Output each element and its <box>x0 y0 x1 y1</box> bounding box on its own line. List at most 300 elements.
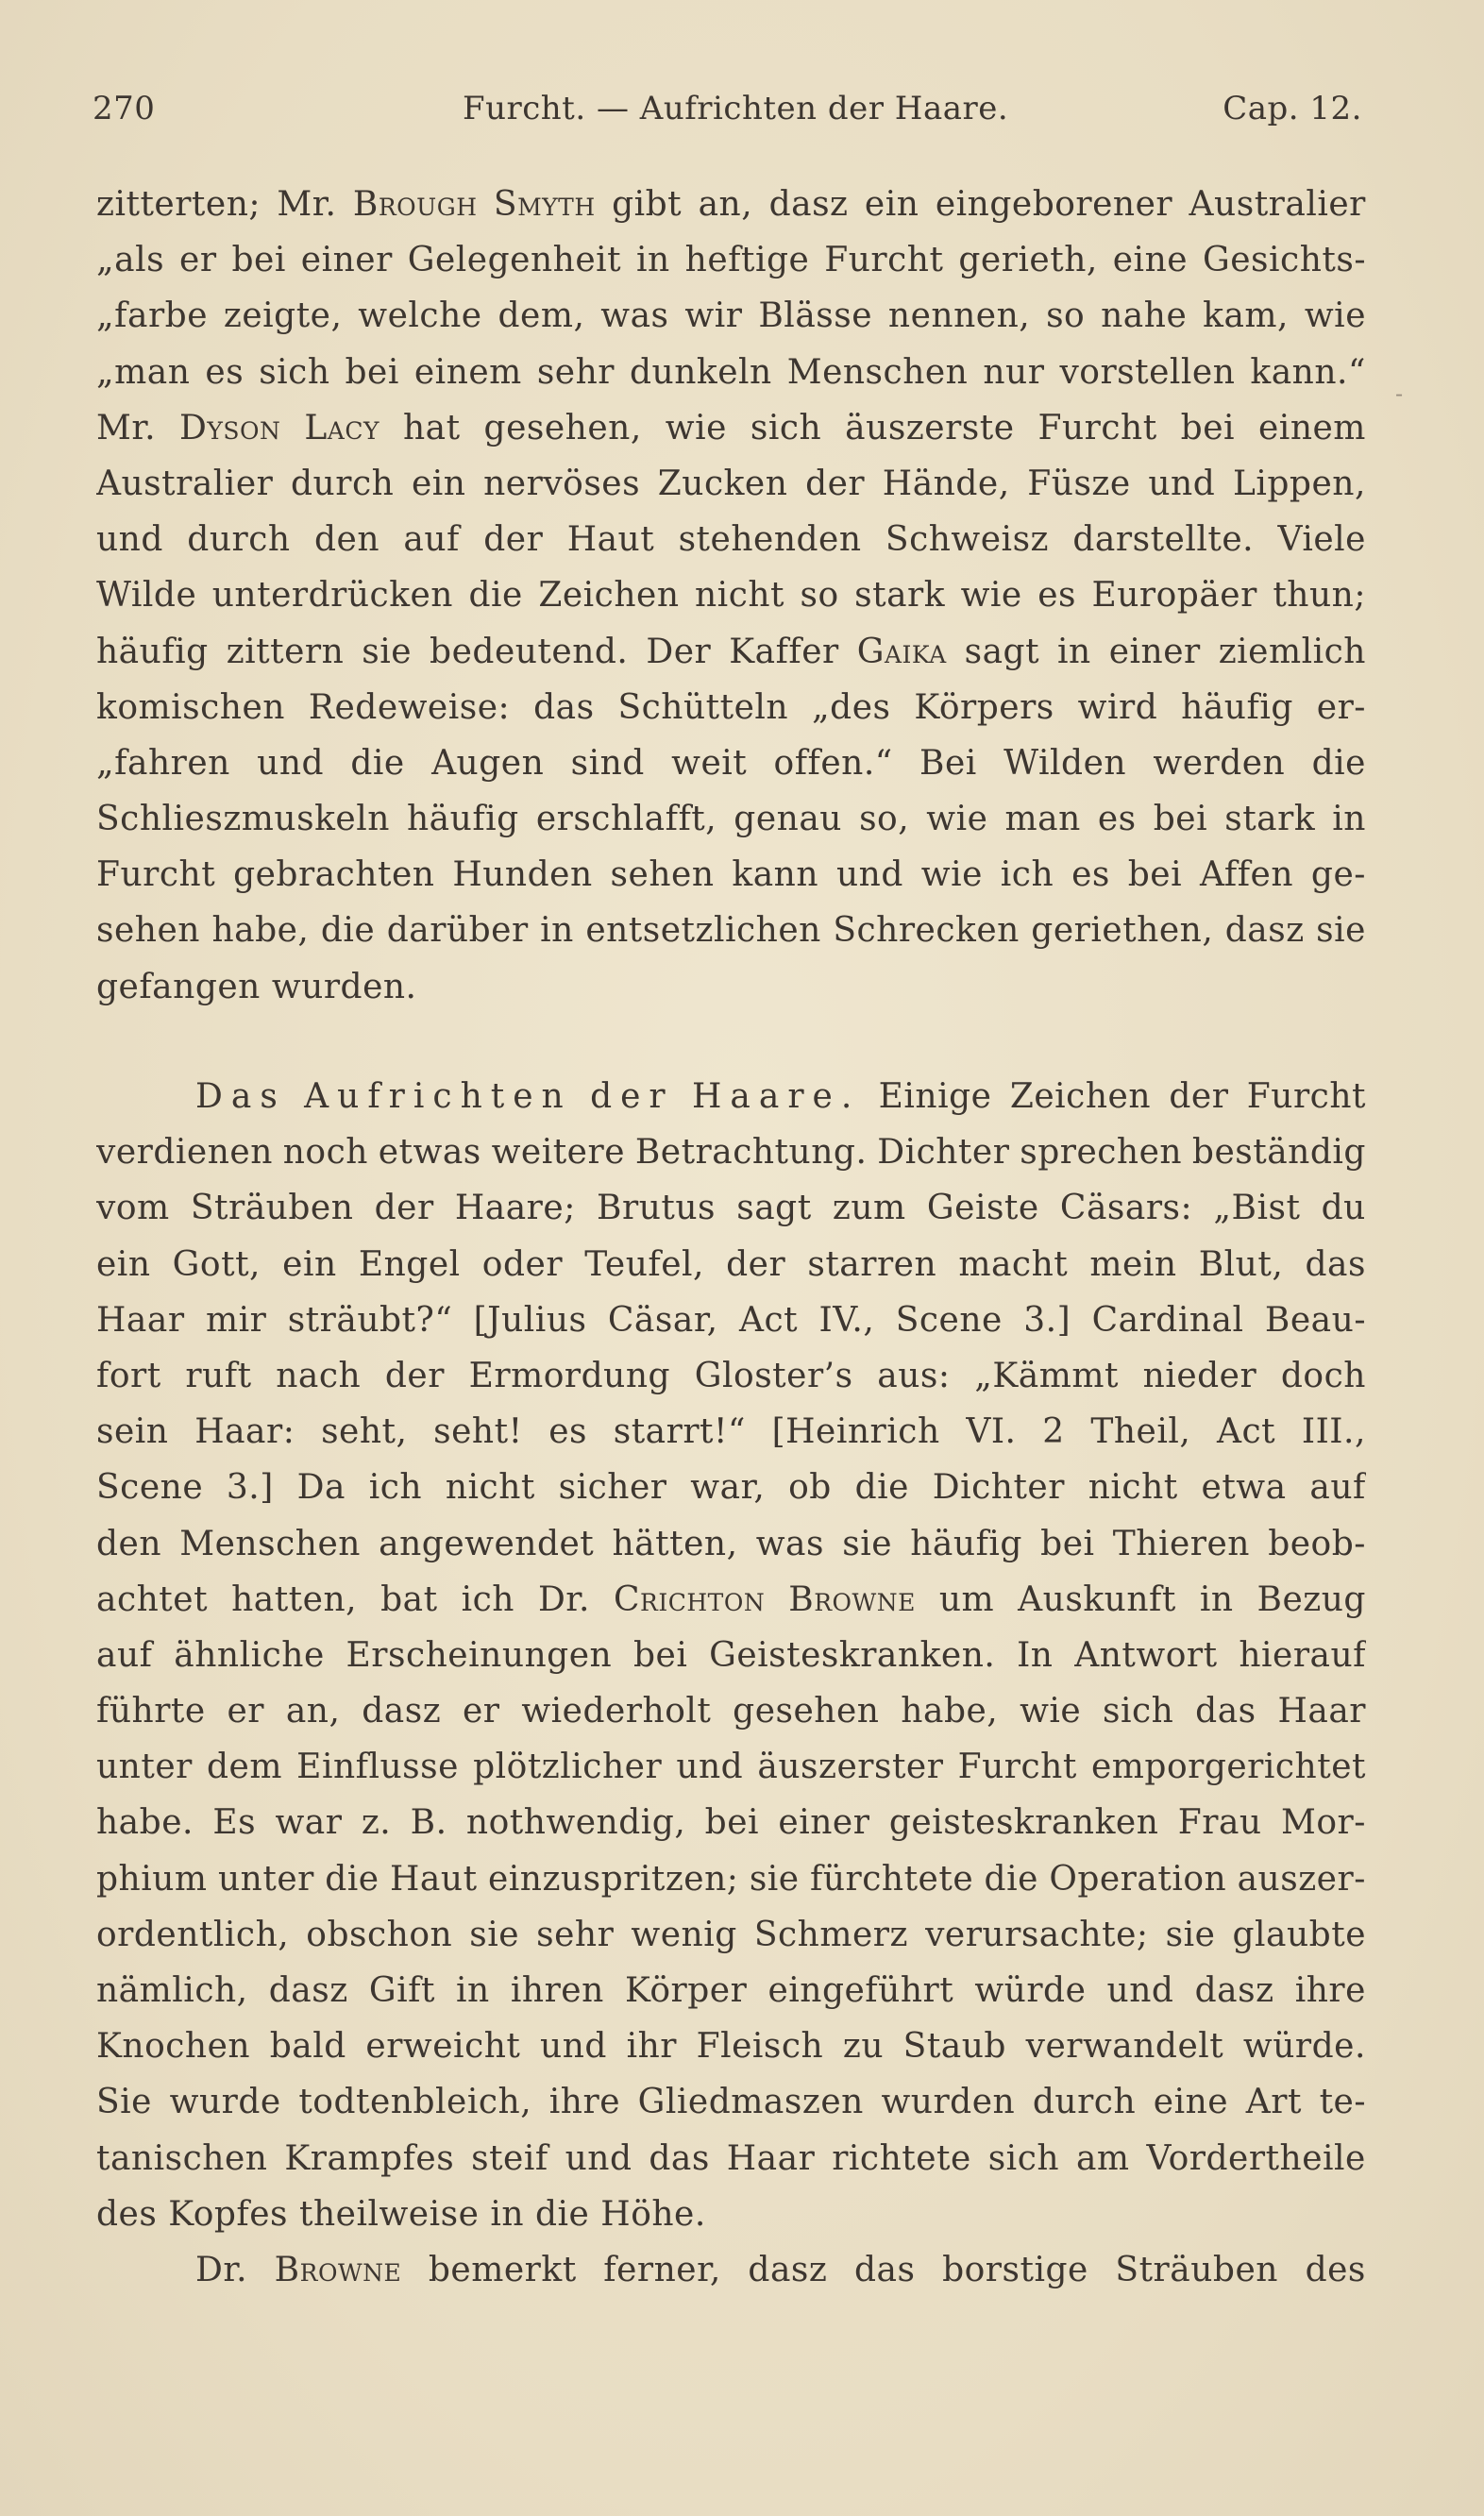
word: sie <box>1165 1915 1216 1954</box>
word: bei <box>231 241 286 280</box>
word: habe, <box>901 1692 999 1731</box>
text-line <box>96 1460 1366 1515</box>
word: Hände, <box>882 464 1010 503</box>
page-number: 270 <box>93 90 156 127</box>
word: plötzlicher <box>473 1748 663 1787</box>
word: und <box>565 2138 632 2178</box>
word: seht! <box>433 1412 523 1452</box>
text-line <box>96 2187 1366 2242</box>
word: etwas <box>378 1133 481 1173</box>
word: zitterten; <box>96 185 261 224</box>
word: dasz <box>1224 911 1305 951</box>
word: des <box>96 2194 169 2234</box>
word: es <box>1071 855 1110 895</box>
word: weitere <box>491 1133 625 1173</box>
word: gesehen <box>733 1692 880 1731</box>
word: emporgerichtet <box>1090 1748 1366 1787</box>
word: gefangen <box>96 967 272 1006</box>
word: „fahren <box>96 743 230 783</box>
word: Haar <box>1277 1692 1366 1731</box>
word: Art <box>1245 2083 1302 2122</box>
word: auf <box>403 520 460 560</box>
word: 2 <box>1042 1412 1065 1452</box>
text-line <box>96 567 1366 623</box>
word: Haar: <box>194 1412 295 1452</box>
word: Dichter <box>932 1468 1065 1508</box>
word: Haare; <box>454 1189 576 1228</box>
word: Bezug <box>1256 1579 1366 1619</box>
word: ruft <box>185 1356 252 1395</box>
word: Teufel, <box>584 1244 704 1284</box>
word: sind <box>570 743 645 783</box>
word: todtenbleich, <box>298 2083 532 2122</box>
word: in <box>490 2194 535 2234</box>
word: Act <box>1217 1412 1276 1452</box>
word: sich <box>987 2138 1060 2178</box>
word: Europäer <box>1091 576 1257 616</box>
text-line <box>96 903 1366 958</box>
word: sehen <box>610 855 715 895</box>
word: so, <box>859 800 910 839</box>
word: unterdrücken <box>211 576 453 616</box>
word: steif <box>471 2138 548 2178</box>
word: Höhe. <box>600 2194 706 2234</box>
word: welche <box>358 296 482 336</box>
word: Sie <box>96 2083 152 2122</box>
word: was <box>755 1524 824 1563</box>
text-line <box>96 1516 1366 1572</box>
word: Haar <box>96 1300 185 1340</box>
word: Schütteln <box>617 687 789 727</box>
text-line <box>96 1739 1366 1795</box>
word: Menschen <box>786 352 969 392</box>
word: eine <box>1112 241 1189 280</box>
word: Viele <box>1277 520 1366 560</box>
word: nicht <box>1088 1468 1178 1508</box>
word: beob- <box>1268 1524 1366 1563</box>
margin-mark: - <box>1395 380 1404 407</box>
word: Gliedmaszen <box>637 2083 864 2122</box>
text-line <box>96 288 1366 344</box>
text-line <box>96 400 1366 456</box>
word: Gesichts- <box>1202 241 1366 280</box>
word: sehr <box>536 1915 615 1954</box>
word: an, <box>698 185 753 224</box>
word: Smyth <box>493 185 596 224</box>
word: er <box>179 241 217 280</box>
word: Australier <box>96 464 274 503</box>
word: die <box>854 1468 909 1508</box>
word: ziemlich <box>1218 632 1366 671</box>
word: Füsze <box>1027 464 1131 503</box>
text-line <box>96 1124 1366 1180</box>
word: dasz <box>1194 1971 1274 2010</box>
text-line <box>96 456 1366 512</box>
word: er- <box>1316 687 1366 727</box>
word: Act <box>738 1300 799 1340</box>
word: Augen <box>431 743 545 783</box>
word: Sträuben <box>190 1189 354 1228</box>
word: das <box>1305 1244 1366 1284</box>
word: sich <box>1103 1692 1174 1731</box>
paragraph-fear-australians <box>96 177 1366 1015</box>
word: wurden <box>881 2083 1016 2122</box>
word: Schmerz <box>753 1915 908 1954</box>
word: weit <box>671 743 748 783</box>
word: das <box>1195 1692 1256 1731</box>
word: häufig <box>910 1524 1022 1563</box>
word: ob <box>788 1468 832 1508</box>
word: wurden. <box>271 967 417 1006</box>
word: zu <box>842 2027 885 2067</box>
word: darüber <box>386 911 529 951</box>
word: kann <box>732 855 819 895</box>
word: phium <box>96 1859 208 1899</box>
word: Zucken <box>657 464 788 503</box>
word: Schweisz <box>885 520 1050 560</box>
word: er <box>463 1692 500 1731</box>
word: einer <box>300 241 393 280</box>
word: am <box>1075 2138 1130 2178</box>
word: Cäsar, <box>607 1300 718 1340</box>
word: sagt <box>964 632 1040 671</box>
word: einzuspritzen; <box>487 1859 739 1899</box>
word: sie <box>469 1915 520 1954</box>
word: Haare. <box>692 1077 861 1116</box>
word: der <box>726 1244 786 1284</box>
word: Staub <box>902 2027 1006 2067</box>
running-title: Furcht. — Aufrichten der Haare. <box>463 90 1009 127</box>
word: nennen, <box>887 296 1031 336</box>
word: der <box>1169 1077 1229 1116</box>
word: beständig <box>1191 1133 1366 1173</box>
word: erschlafft, <box>535 800 717 839</box>
word: Furcht <box>824 241 944 280</box>
word: der <box>384 1356 445 1395</box>
word: durch <box>1032 2083 1137 2122</box>
word: in <box>540 911 574 951</box>
word: Körper <box>624 1971 748 2010</box>
text-line <box>96 1348 1366 1404</box>
word: wie <box>960 576 1022 616</box>
word: sein <box>96 1412 169 1452</box>
word: Bei <box>919 743 977 783</box>
word: Browne <box>274 2250 402 2289</box>
word: Engel <box>358 1244 461 1284</box>
text-line <box>96 1180 1366 1236</box>
word: komischen <box>96 687 285 727</box>
word: unter <box>96 1748 193 1787</box>
word: sie <box>1316 911 1366 951</box>
word: borstige <box>942 2250 1088 2289</box>
word: Gott, <box>172 1244 261 1284</box>
word: „farbe <box>96 296 208 336</box>
word: B. <box>410 1803 447 1843</box>
word: häufig <box>96 632 209 671</box>
word: [Julius <box>473 1300 587 1340</box>
word: äuszerster <box>757 1748 944 1787</box>
word: Cardinal <box>1091 1300 1244 1340</box>
word: Cäsars: <box>1059 1189 1193 1228</box>
word: Lacy <box>304 408 379 447</box>
word: so <box>800 576 839 616</box>
word: Theil, <box>1090 1412 1191 1452</box>
word: wie <box>926 800 988 839</box>
word: Dyson <box>179 408 281 447</box>
word: offen.“ <box>773 743 893 783</box>
word: stark <box>1224 800 1316 839</box>
word: Furcht <box>957 1748 1077 1787</box>
word: „des <box>812 687 891 727</box>
word: Dr. <box>537 1579 590 1619</box>
word: Geiste <box>926 1189 1039 1228</box>
word: „Kämmt <box>974 1356 1119 1395</box>
word: Mr. <box>96 408 157 447</box>
word: darstellte. <box>1072 520 1255 560</box>
word: bei <box>1040 1524 1095 1563</box>
word: eingeborener <box>935 185 1173 224</box>
word: Redeweise: <box>308 687 511 727</box>
word: richtete <box>832 2138 971 2178</box>
word: nahe <box>1101 296 1188 336</box>
word: Es <box>212 1803 257 1843</box>
word: Der <box>646 632 712 671</box>
word: wie <box>1020 1692 1082 1731</box>
word: führte <box>96 1692 206 1731</box>
word: in <box>1332 800 1366 839</box>
word: geriethen, <box>1031 911 1214 951</box>
text-line <box>96 2074 1366 2130</box>
word: und <box>676 1748 744 1787</box>
word: Gift <box>368 1971 435 2010</box>
word: „als <box>96 241 165 280</box>
word: nach <box>276 1356 362 1395</box>
word: würde <box>974 1971 1087 2010</box>
text-line <box>96 959 1366 1015</box>
word: häufig <box>1181 687 1293 727</box>
word: bedeutend. <box>430 632 629 671</box>
word: Ermordung <box>468 1356 671 1395</box>
word: 3.] <box>226 1468 274 1508</box>
word: sie <box>749 1859 800 1899</box>
word: die <box>468 576 523 616</box>
word: bei <box>1153 800 1208 839</box>
word: und <box>1106 1971 1174 2010</box>
text-line <box>96 1851 1366 1907</box>
word: er <box>227 1692 265 1731</box>
word: geisteskranken <box>888 1803 1159 1843</box>
word: unter <box>217 1859 314 1899</box>
word: es <box>205 352 245 392</box>
word: ich <box>368 1468 423 1508</box>
word: „Bist <box>1213 1189 1301 1228</box>
word: sich <box>750 408 822 447</box>
text-line <box>96 1404 1366 1460</box>
word: nicht <box>445 1468 535 1508</box>
word: Vordertheile <box>1146 2138 1366 2178</box>
word: Kopfes <box>168 2194 299 2234</box>
word: stehenden <box>678 520 862 560</box>
word: VI. <box>966 1412 1017 1452</box>
word: Betrachtung. <box>634 1133 868 1173</box>
word: Das <box>195 1077 286 1116</box>
word: Brutus <box>597 1189 717 1228</box>
word: seht, <box>321 1412 408 1452</box>
paragraph-erection-of-hair <box>96 1069 1366 2298</box>
word: Auskunft <box>1018 1579 1176 1619</box>
text-line <box>96 1963 1366 2018</box>
word: ge- <box>1310 855 1366 895</box>
text-line <box>96 2018 1366 2074</box>
word: gebrachten <box>233 855 435 895</box>
word: und <box>257 743 325 783</box>
word: vorstellen <box>1059 352 1236 392</box>
word: sehr <box>536 352 615 392</box>
text-line <box>96 1683 1366 1739</box>
word: Scene <box>96 1468 204 1508</box>
word: ein <box>411 464 466 503</box>
word: einer <box>778 1803 870 1843</box>
word: in <box>636 241 670 280</box>
word: ihre <box>548 2083 620 2122</box>
word: oder <box>481 1244 564 1284</box>
word: auf <box>96 1635 153 1675</box>
text-line <box>96 345 1366 400</box>
word: Haut <box>566 520 655 560</box>
text-line <box>96 847 1366 903</box>
word: Australier <box>1189 185 1366 224</box>
word: zittern <box>226 632 345 671</box>
word: aus: <box>877 1356 951 1395</box>
word: IV., <box>818 1300 875 1340</box>
word: die <box>984 1859 1038 1899</box>
word: dasz <box>362 1692 442 1731</box>
word: Krampfes <box>284 2138 455 2178</box>
word: bei <box>345 352 399 392</box>
word: [Heinrich <box>771 1412 940 1452</box>
text-line <box>96 680 1366 735</box>
text-line <box>96 512 1366 567</box>
word: wenig <box>631 1915 737 1954</box>
word: Haut <box>390 1859 478 1899</box>
word: man <box>1004 800 1081 839</box>
word: um <box>938 1579 995 1619</box>
word: Zeichen <box>1009 1077 1152 1116</box>
text-line <box>96 1292 1366 1348</box>
word: war <box>275 1803 343 1843</box>
word: und <box>1148 464 1216 503</box>
word: Frau <box>1177 1803 1262 1843</box>
word: die <box>350 743 405 783</box>
word: te- <box>1319 2083 1366 2122</box>
word: Furcht <box>1246 1077 1366 1116</box>
word: theilweise <box>298 2194 491 2234</box>
word: ein <box>282 1244 337 1284</box>
word: Schlieszmuskeln <box>96 800 390 839</box>
word: Fleisch <box>696 2027 824 2067</box>
word: wurde <box>169 2083 281 2122</box>
running-header <box>93 90 1362 137</box>
word: hat <box>402 408 461 447</box>
word: durch <box>291 464 395 503</box>
word: fort <box>96 1356 161 1395</box>
word: ferner, <box>603 2250 721 2289</box>
word: dem, <box>497 296 585 336</box>
word: fürchtete <box>810 1859 974 1899</box>
word: Mor- <box>1280 1803 1366 1843</box>
word: kam, <box>1203 296 1289 336</box>
word: nervöses <box>483 464 641 503</box>
word: z. <box>361 1803 392 1843</box>
word: eine <box>1153 2083 1229 2122</box>
word: den <box>96 1524 162 1563</box>
word: nämlich, <box>96 1971 248 2010</box>
word: und <box>540 2027 607 2067</box>
word: in <box>1057 632 1091 671</box>
word: dasz <box>268 1971 348 2010</box>
word: sich <box>259 352 330 392</box>
word: verwandelt <box>1025 2027 1224 2067</box>
word: Gelegenheit <box>407 241 622 280</box>
word: Operation <box>1049 1859 1227 1899</box>
word: es <box>1097 800 1137 839</box>
word: den <box>313 520 380 560</box>
word: macht <box>958 1244 1069 1284</box>
word: In <box>1017 1635 1054 1675</box>
word: ein <box>96 1244 151 1284</box>
word: Dr. <box>195 2250 248 2289</box>
text-line <box>96 177 1366 232</box>
word: stark <box>854 576 946 616</box>
word: angewendet <box>379 1524 595 1563</box>
word: du <box>1321 1189 1366 1228</box>
word: Lippen, <box>1232 464 1366 503</box>
word: Erscheinungen <box>346 1635 613 1675</box>
word: ich <box>461 1579 514 1619</box>
word: wie <box>920 855 983 895</box>
word: bei <box>1127 855 1183 895</box>
word: Scene <box>895 1300 1003 1340</box>
word: III., <box>1301 1412 1366 1452</box>
word: kann.“ <box>1250 352 1366 392</box>
word: thun; <box>1273 576 1366 616</box>
word: heftige <box>684 241 810 280</box>
chapter-label: Cap. 12. <box>1223 90 1362 127</box>
word: starrt!“ <box>613 1412 746 1452</box>
word: bei <box>704 1803 760 1843</box>
word: Browne <box>788 1579 916 1619</box>
word: bemerkt <box>428 2250 577 2289</box>
word: einem <box>1258 408 1366 447</box>
text-line <box>96 1628 1366 1683</box>
word: die <box>320 911 376 951</box>
word: einer <box>1108 632 1201 671</box>
word: habe. <box>96 1803 194 1843</box>
word: gibt <box>612 185 683 224</box>
word: Furcht <box>96 855 216 895</box>
word: mir <box>205 1300 267 1340</box>
word: nur <box>983 352 1045 392</box>
word: Beau- <box>1264 1300 1366 1340</box>
word: „man <box>96 352 191 392</box>
text-line <box>96 735 1366 791</box>
word: dasz <box>768 185 849 224</box>
word: Zeichen <box>538 576 680 616</box>
word: verdienen <box>96 1133 273 1173</box>
word: sträubt?“ <box>287 1300 453 1340</box>
word: einem <box>413 352 522 392</box>
word: in <box>456 1971 490 2010</box>
